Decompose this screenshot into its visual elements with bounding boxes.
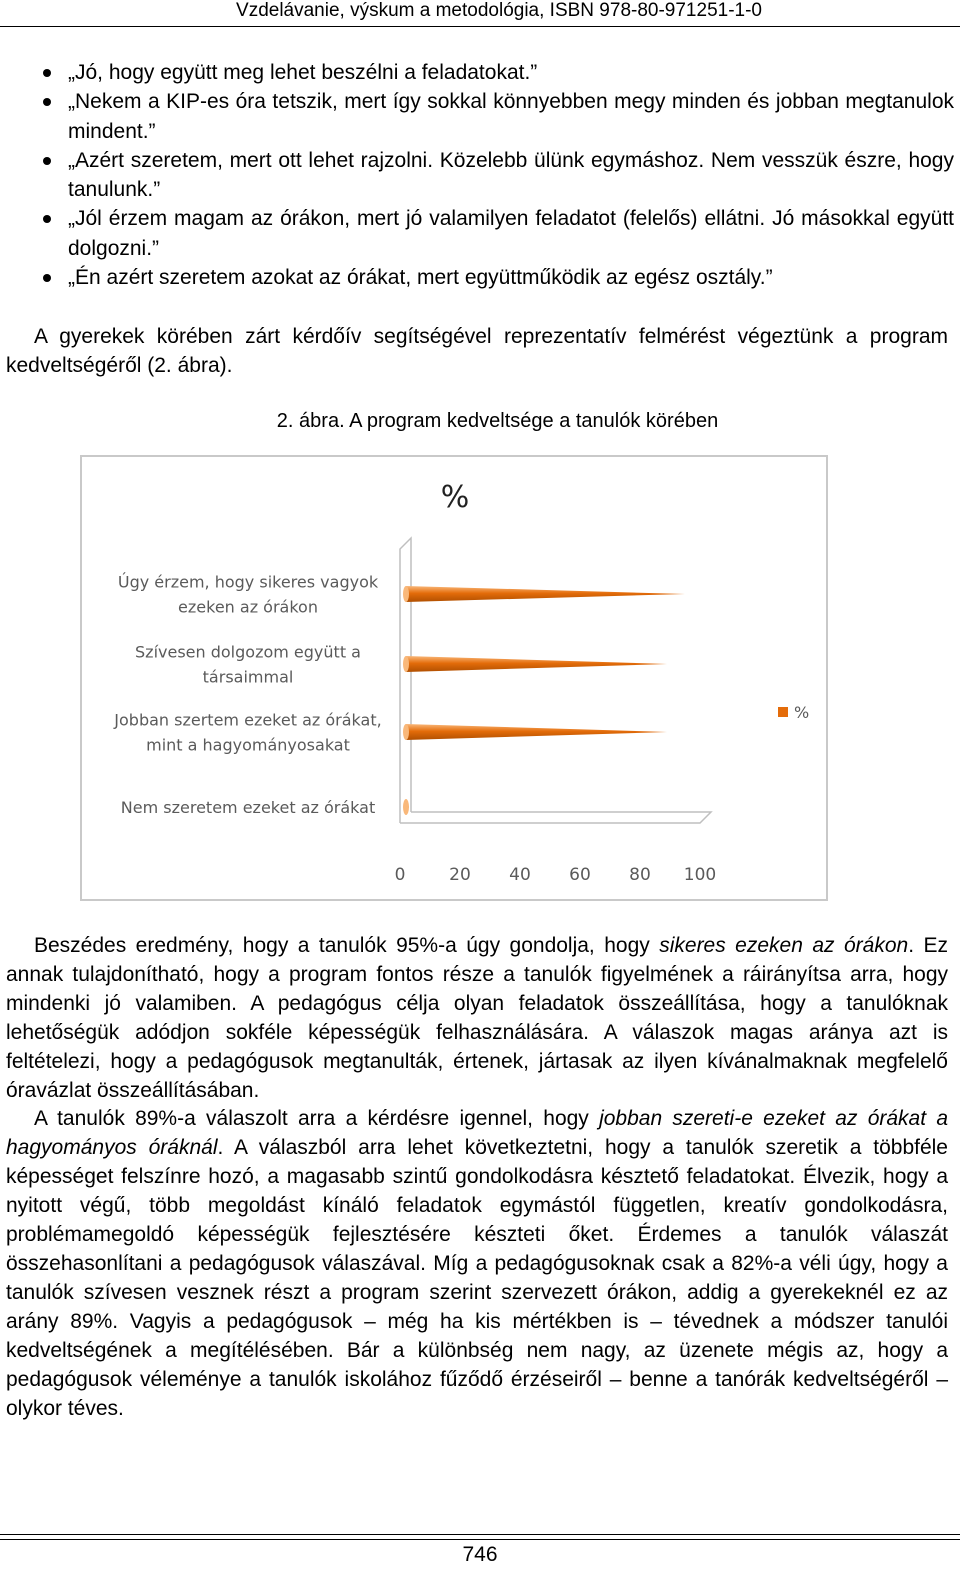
category-label: ezeken az órákon bbox=[178, 597, 318, 617]
quote-text: „Jól érzem magam az órákon, mert jó valamilyen feladatot (felelős) ellátni. Jó másokkal együtt dolgozni.” bbox=[68, 207, 954, 260]
paragraph bbox=[6, 932, 948, 1105]
text-run: Beszédes eredmény, hogy a tanulók 95%-a úgy gondolja, hogy bbox=[34, 934, 660, 957]
chart-walls bbox=[400, 538, 711, 823]
category-label: Úgy érzem, hogy sikeres vagyok bbox=[117, 572, 379, 592]
running-header bbox=[0, 0, 960, 27]
quote-item bbox=[10, 263, 954, 292]
bar-cone-base-1 bbox=[403, 656, 409, 672]
intro-paragraph: A gyerekek körében zárt kérdőív segítségével reprezentatív felmérést végeztünk a program kedveltségéről (2. ábra). bbox=[6, 325, 948, 378]
bar-chart bbox=[82, 457, 826, 899]
bar-cone-2 bbox=[406, 724, 667, 740]
x-tick-labels bbox=[395, 865, 717, 885]
x-tick-label: 40 bbox=[509, 865, 531, 885]
quote-item bbox=[10, 204, 954, 263]
quote-text: „Azért szeretem, mert ott lehet rajzolni. Közelebb ülünk egymáshoz. Nem vesszük észre, hogy tanulunk.” bbox=[68, 148, 954, 202]
quote-text: „Nekem a KIP-es óra tetszik, mert így sokkal könnyebben megy minden és jobban megtanulok mindent.” bbox=[68, 90, 954, 143]
bar-cone-base-2 bbox=[403, 724, 409, 740]
bullet-icon bbox=[43, 274, 51, 282]
category-label: Nem szeretem ezeket az órákat bbox=[120, 798, 376, 817]
x-tick-label: 60 bbox=[569, 865, 591, 885]
quote-text: „Jó, hogy együtt meg lehet beszélni a feladatokat.” bbox=[68, 61, 538, 84]
footer-rule bbox=[0, 1534, 960, 1535]
x-tick-label: 0 bbox=[394, 865, 406, 885]
legend-swatch bbox=[778, 707, 788, 717]
italic-run: sikeres ezeken az órákon bbox=[659, 934, 909, 957]
bar-cone-1 bbox=[406, 656, 667, 672]
figure-caption bbox=[0, 408, 960, 434]
category-label: Jobban szertem ezeket az órákat, bbox=[114, 710, 382, 730]
page-number: 746 bbox=[462, 1543, 498, 1566]
bar-cone-base-0 bbox=[403, 586, 409, 602]
quote-text: „Én azért szeretem azokat az órákat, mert együttműködik az egész osztály.” bbox=[68, 266, 773, 290]
x-tick-label: 20 bbox=[449, 865, 471, 885]
quote-list bbox=[10, 58, 954, 292]
footer-rule bbox=[0, 1539, 960, 1540]
x-tick-label: 80 bbox=[629, 865, 651, 885]
bullet-icon bbox=[43, 215, 51, 223]
quote-item bbox=[10, 58, 954, 87]
bullet-icon bbox=[43, 69, 51, 77]
legend-label: % bbox=[794, 703, 810, 722]
running-title: Vzdelávanie, výskum a metodológia, ISBN 978-80-971251-1-0 bbox=[236, 0, 762, 21]
category-label: Szívesen dolgozom együtt a bbox=[135, 642, 361, 662]
quote-item bbox=[10, 87, 954, 146]
chart-container bbox=[80, 455, 828, 901]
category-label: társaimmal bbox=[202, 667, 294, 687]
text-run: . Ez annak tulajdonítható, hogy a program fontos része a tanulók figyelmének a ráirányítsa arra, hogy mindenki jó valamiben. A pedagógus célja olyan feladatok összeállítása, hogy a tanulóknak lehetőségük adódjon sokféle képességük felhasználására. A válaszok magas aránya azt is feltételezi, hogy a pedagógusok megtanulták, értenek, jártasak az ilyen kívánalmaknak megfelelő óravázlat összeállításában. bbox=[6, 934, 948, 1102]
bar-cone-base-3 bbox=[403, 799, 409, 815]
figure-number: 2. ábra. bbox=[276, 410, 345, 432]
quote-item bbox=[10, 146, 954, 205]
bullet-icon bbox=[43, 157, 51, 165]
bullet-icon bbox=[43, 98, 51, 106]
figure-caption-text: A program kedveltsége a tanulók körében bbox=[349, 410, 719, 432]
text-run: A tanulók 89%-a válaszolt arra a kérdésre igennel, hogy bbox=[34, 1107, 600, 1131]
category-label: mint a hagyományosakat bbox=[146, 735, 350, 755]
category-labels bbox=[113, 573, 381, 818]
x-tick-label: 100 bbox=[683, 865, 717, 885]
chart-side-wall bbox=[400, 538, 411, 823]
paragraph bbox=[6, 1105, 948, 1423]
text-run: . A válaszból arra lehet következtetni, hogy a tanulók szeretik a többféle képességet felszínre hozó, a magasabb szintű gondolkodásra késztető feladatokat. Élvezik, hogy a nyitott végű, több megoldást kínáló feladatok egymástól független, kreatív gondolkodásra, problémamegoldó képességük fejlesztésére készteti őket. Érdemes a tanulók válaszát összehasonlítani a pedagógusok válaszával. Míg a pedagógusoknak csak a 82%-a véli úgy, hogy a tanulók szívesen vesznek részt a program szerint szervezett órákon, addig a gyerekeknél ez az arány 89%. Vagyis a pedagógusok – még ha kis mértékben is – tévednek a módszer tanulói kedveltségének a megítélésében. Bár a különbség nem nagy, az üzenete mégis az, hogy a pedagógusok véleménye a tanulók iskolához fűződő érzéseiről – benne a tanórák kedveltségéről – olykor téves. bbox=[6, 1136, 948, 1420]
chart-title: % bbox=[440, 480, 470, 515]
chart-bars bbox=[403, 586, 685, 815]
bar-cone-0 bbox=[406, 586, 685, 602]
italic-run: jobban szereti-e ezeket az órákat a hagyományos óráknál bbox=[6, 1107, 948, 1160]
chart-floor bbox=[400, 812, 711, 823]
body-text bbox=[6, 932, 948, 1423]
chart-legend bbox=[778, 703, 809, 722]
